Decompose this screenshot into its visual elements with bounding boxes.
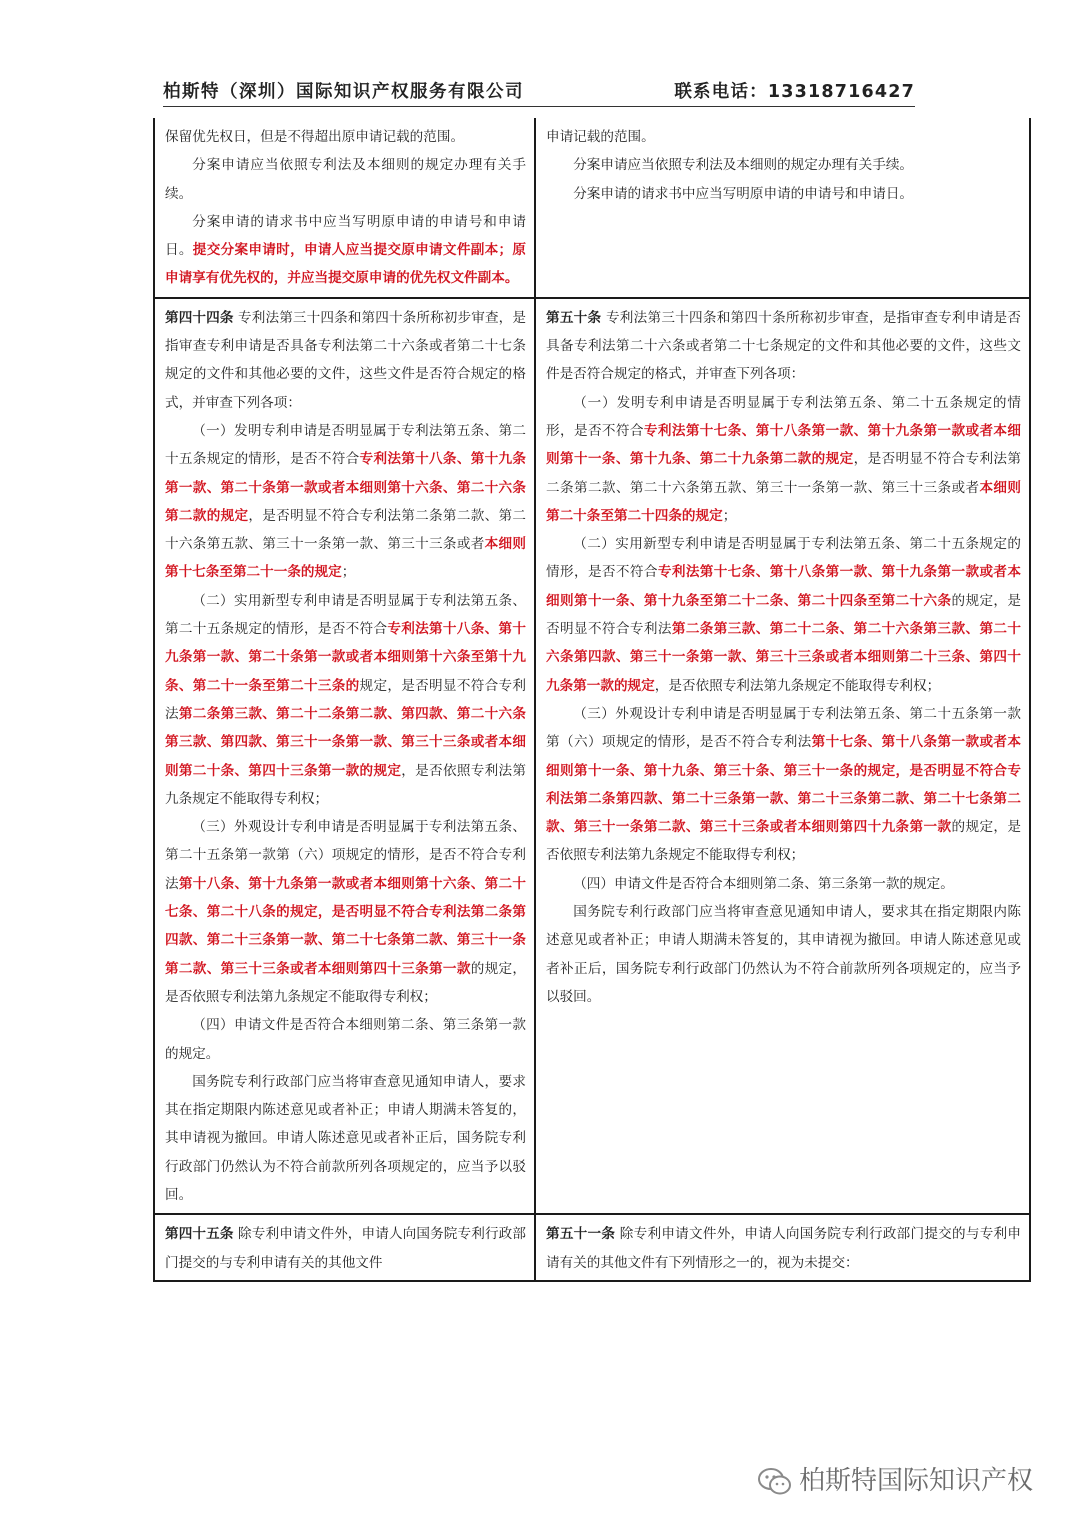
comparison-table: [153, 118, 1031, 1282]
paragraph: [165, 417, 526, 587]
amended-text: 第十八条、第十九条第一款或者本细则第十六条、第二十七条、第二十八条的规定，是否明显不符合专利法第二条第四款、第二十三条第一款、第二十七条第二款、第三十一条第二款、第三十三条或者本细则第四十三条第一款: [165, 875, 527, 977]
article-number: 第四十四条: [165, 309, 234, 326]
table-row: [154, 118, 1030, 298]
amended-text: 本细则第十七条至第二十一条的规定: [165, 536, 527, 581]
wechat-icon: [757, 1467, 793, 1497]
paragraph: [546, 530, 1021, 700]
contact-phone: 联系电话：13318716427: [674, 82, 915, 102]
text-run: ，是否明显不符合专利法第二条第二款、第二十六条第五款、第三十一条第一款、第三十三条或者: [165, 507, 527, 553]
right-cell: [535, 1214, 1030, 1281]
text-run: 专利法第三十四条和第四十条所称初步审查，是指审查专利申请是否具备专利法第二十六条或者第二十七条规定的文件和其他必要的文件，这些文件是否符合规定的格式，并审查下列各项：: [546, 309, 1021, 383]
company-name: 柏斯特（深圳）国际知识产权服务有限公司: [163, 82, 524, 102]
left-cell: [154, 1214, 535, 1281]
amended-text: 专利法第十七条、第十八条第一款、第十九条第一款或者本细则第十一条、第十九条、第二十九条第二款的规定: [546, 422, 1021, 468]
amended-text: 第十七条、第十八条第一款或者本细则第十一条、第十九条、第三十条、第三十一条的规定，是否明显不符合专利法第二条第四款、第二十三条第一款、第二十三条第二款、第二十七条第二款、第三十一条第二款、第三十三条或者本细则第四十九条第一款: [546, 734, 1022, 836]
paragraph: [165, 1011, 526, 1068]
paragraph: [165, 813, 526, 1011]
article-number: 第五十条: [546, 309, 602, 326]
text-run: 分案申请的请求书中应当写明原申请的申请号和申请日。: [165, 213, 526, 259]
text-run: （二）实用新型专利申请是否明显属于专利法第五条、第二十五条规定的情形，是否不符合: [165, 592, 526, 638]
text-run: ，是否明显不符合专利法第二条第二款、第二十六条第五款、第三十一条第一款、第三十三条或者: [546, 451, 1022, 496]
paragraph: [165, 123, 526, 151]
paragraph: [546, 700, 1021, 870]
text-run: （四）申请文件是否符合本细则第二条、第三条第一款的规定。: [573, 875, 954, 892]
amended-text: 专利法第十七条、第十八条第一款、第十九条第一款或者本细则第十一条、第十九条至第二十二条、第二十四条至第二十六条: [546, 564, 1022, 609]
text-run: 保留优先权日，但是不得超出原申请记载的范围。: [165, 129, 465, 145]
paragraph: [546, 389, 1021, 530]
table-row: [154, 298, 1030, 1215]
paragraph: [165, 151, 526, 208]
paragraph: [165, 1220, 526, 1277]
text-run: 除专利申请文件外，申请人向国务院专利行政部门提交的与专利申请有关的其他文件: [165, 1226, 526, 1271]
amended-text: 第二条第三款、第二十二条第二款、第四款、第二十六条第三款、第四款、第三十一条第一款、第三十三条或者本细则第二十条、第四十三条第一款的规定: [165, 705, 527, 779]
paragraph: [546, 898, 1021, 1011]
text-run: （三）外观设计专利申请是否明显属于专利法第五条、第二十五条第一款第（六）项规定的情形，是否不符合专利法: [165, 819, 526, 892]
amended-text: 第二条第三款、第二十二条、第二十六条第三款、第二十六条第四款、第三十一条第一款、第三十三条或者本细则第二十三条、第四十九条第一款的规定: [546, 621, 1022, 694]
table-row: [154, 1214, 1030, 1281]
amended-text: 专利法第十八条、第十九条第一款、第二十条第一款或者本细则第十六条至第十九条、第二十一条至第二十三条的: [165, 621, 527, 694]
amended-text: 专利法第十八条、第十九条第一款、第二十条第一款或者本细则第十六条、第二十六条第二款的规定: [165, 451, 526, 524]
right-cell: [535, 118, 1030, 298]
left-cell: [154, 298, 535, 1215]
paragraph: [165, 208, 526, 293]
paragraph: [546, 123, 1021, 151]
text-run: 国务院专利行政部门应当将审查意见通知申请人，要求其在指定期限内陈述意见或者补正；申请人期满未答复的，其申请视为撤回。申请人陈述意见或者补正后，国务院专利行政部门仍然认为不符合前款所列各项规定的，应当予以驳回。: [165, 1073, 526, 1203]
watermark: [757, 1460, 1033, 1500]
paragraph: [546, 180, 1021, 208]
article-number: 第五十一条: [546, 1226, 616, 1243]
text-run: （二）实用新型专利申请是否明显属于专利法第五条、第二十五条规定的情形，是否不符合: [546, 536, 1021, 581]
text-run: 专利法第三十四条和第四十条所称初步审查，是指审查专利申请是否具备专利法第二十六条或者第二十七条规定的文件和其他必要的文件，这些文件是否符合规定的格式，并审查下列各项：: [165, 309, 526, 411]
article-number: 第四十五条: [165, 1226, 234, 1243]
text-run: 申请记载的范围。: [546, 129, 655, 145]
paragraph: [546, 304, 1021, 389]
text-run: ；: [722, 507, 737, 524]
text-run: ，是否依照专利法第九条规定不能取得专利权；: [165, 762, 527, 807]
paragraph: [546, 1220, 1021, 1277]
text-run: 的规定，是否明显不符合专利法: [546, 592, 1022, 638]
paragraph: [546, 870, 1021, 898]
text-run: （一）发明专利申请是否明显属于专利法第五条、第二十五条规定的情形，是否不符合: [546, 394, 1021, 439]
text-run: （三）外观设计专利申请是否明显属于专利法第五条、第二十五条第一款第（六）项规定的情形，是否不符合专利法: [546, 705, 1021, 751]
text-run: 的规定，是否依照专利法第九条规定不能取得专利权；: [546, 819, 1022, 864]
text-run: （四）申请文件是否符合本细则第二条、第三条第一款的规定。: [165, 1017, 526, 1062]
amended-text: 提交分案申请时，申请人应当提交原申请文件副本；原申请享有优先权的，并应当提交原申请的优先权文件副本。: [165, 242, 527, 287]
text-run: ，是否依照专利法第九条规定不能取得专利权；: [654, 677, 941, 694]
paragraph: [165, 587, 526, 813]
amended-text: 本细则第二十条至第二十四条的规定: [546, 479, 1022, 524]
text-run: 规定，是否明显不符合专利法: [165, 677, 526, 722]
text-run: 分案申请的请求书中应当写明原申请的申请号和申请日。: [573, 185, 914, 202]
paragraph: [546, 151, 1021, 179]
right-cell: [535, 298, 1030, 1215]
text-run: （一）发明专利申请是否明显属于专利法第五条、第二十五条规定的情形，是否不符合: [165, 422, 526, 468]
left-cell: [154, 118, 535, 298]
text-run: 分案申请应当依照专利法及本细则的规定办理有关手续。: [165, 157, 526, 202]
paragraph: [165, 304, 526, 417]
text-run: 的规定，是否依照专利法第九条规定不能取得专利权；: [165, 960, 527, 1005]
page-header: [163, 78, 915, 107]
text-run: 国务院专利行政部门应当将审查意见通知申请人，要求其在指定期限内陈述意见或者补正；申请人期满未答复的，其申请视为撤回。申请人陈述意见或者补正后，国务院专利行政部门仍然认为不符合前款所列各项规定的，应当予以驳回。: [546, 904, 1021, 1005]
watermark-text: 柏斯特国际知识产权: [799, 1466, 1034, 1496]
text-run: 除专利申请文件外，申请人向国务院专利行政部门提交的与专利申请有关的其他文件有下列情形之一的，视为未提交：: [546, 1226, 1021, 1271]
paragraph: [165, 1068, 526, 1209]
text-run: 分案申请应当依照专利法及本细则的规定办理有关手续。: [573, 157, 914, 174]
text-run: ；: [341, 564, 356, 581]
